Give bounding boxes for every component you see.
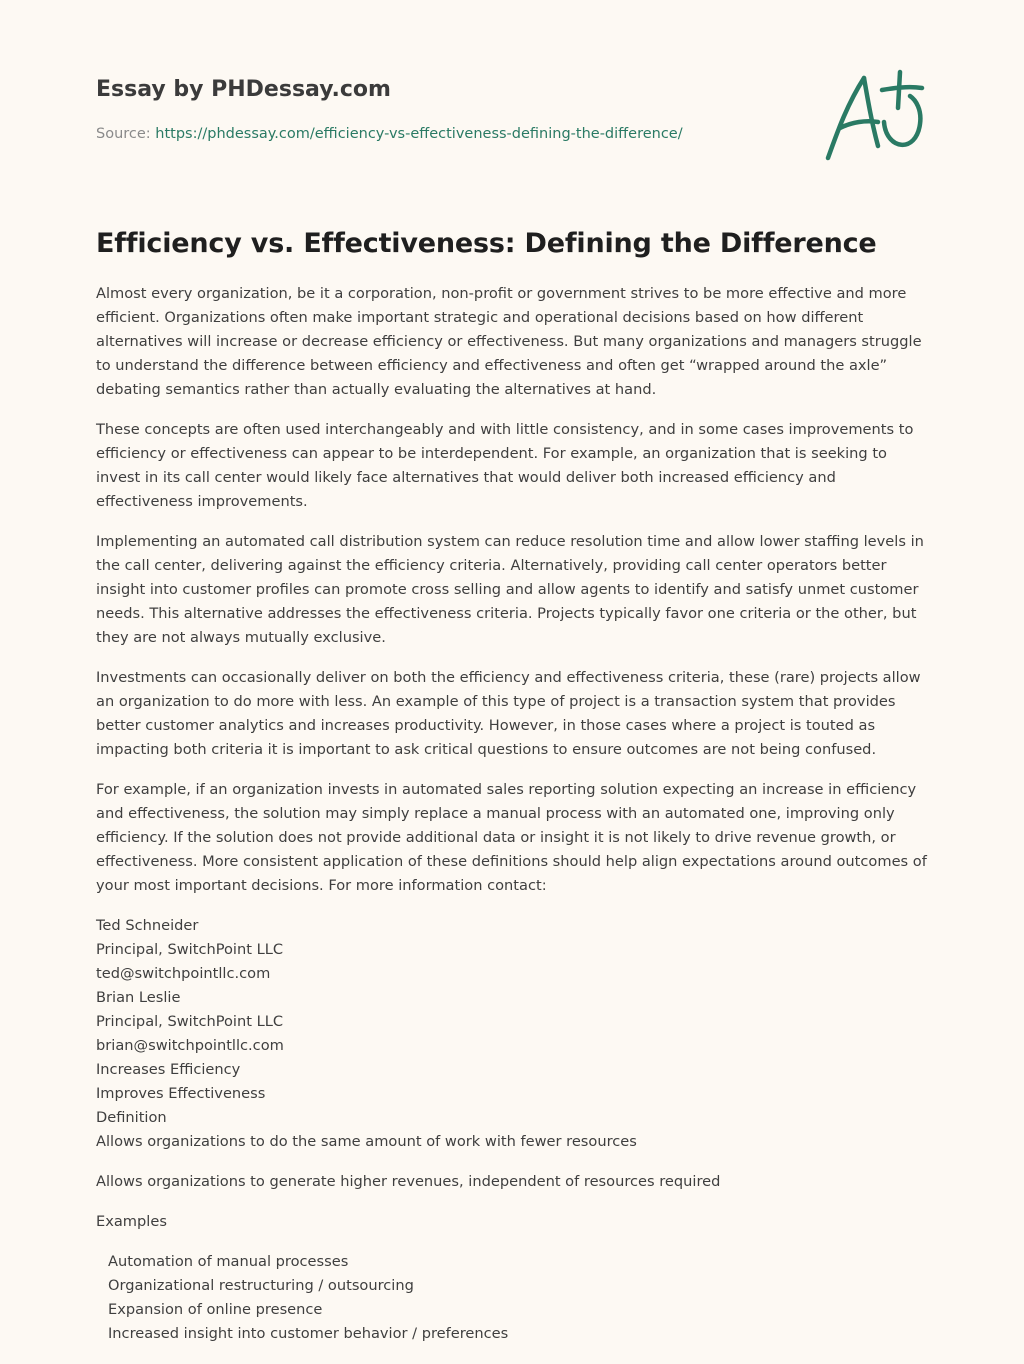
contact-block (96, 914, 932, 1154)
paragraph: Allows organizations to generate higher revenues, independent of resources required (96, 1173, 721, 1190)
paragraph: Almost every organization, be it a corporation, non-profit or government strives to be more effective and more efficient. Organizations often make important strategic and operational decisions based on how different alternatives will increase or decrease efficiency or effectiveness. But many organizations and managers struggle to understand the difference between efficiency and effectiveness and often get “wrapped around the axle” debating semantics rather than actually evaluating the alternatives at hand. (96, 285, 922, 398)
examples-list (96, 1250, 932, 1346)
contact-email: brian@switchpointllc.com (96, 1037, 284, 1054)
contact-line: Brian Leslie (96, 989, 181, 1006)
brand-title: Essay by PHDessay.com (96, 77, 391, 102)
a-plus-logo-icon (818, 66, 930, 166)
source-line (96, 124, 796, 144)
page-header (96, 76, 796, 144)
paragraph: These concepts are often used interchangeably and with little consistency, and in some cases improvements to efficiency or effectiveness can appear to be interdependent. For example, an organization that is seeking to invest in its call center would likely face alternatives that would deliver both increased efficiency and effectiveness improvements. (96, 421, 914, 510)
contact-line: Principal, SwitchPoint LLC (96, 1013, 284, 1030)
paragraph: For example, if an organization invests in automated sales reporting solution expecting an increase in efficiency and effectiveness, the solution may simply replace a manual process with an automated one, improving only efficiency. If the solution does not provide additional data or insight it is not likely to drive revenue growth, or effectiveness. More consistent application of these definitions should help align expectations around outcomes of your most important decisions. For more information contact: (96, 781, 927, 894)
contact-line: Principal, SwitchPoint LLC (96, 941, 284, 958)
article-title: Efficiency vs. Effectiveness: Defining the Difference (96, 228, 877, 259)
list-item: Organizational restructuring / outsourcing (108, 1277, 414, 1294)
article (96, 226, 932, 1346)
contact-email: ted@switchpointllc.com (96, 965, 271, 982)
contact-line: Definition (96, 1109, 167, 1126)
source-link[interactable]: https://phdessay.com/efficiency-vs-effectiveness-defining-the-difference/ (155, 126, 683, 142)
source-label: Source: (96, 126, 151, 142)
list-item: Increased insight into customer behavior / preferences (108, 1325, 509, 1342)
list-item: Expansion of online presence (108, 1301, 323, 1318)
contact-line: Increases Efficiency (96, 1061, 241, 1078)
contact-line: Ted Schneider (96, 917, 199, 934)
paragraph: Implementing an automated call distribution system can reduce resolution time and allow lower staffing levels in the call center, delivering against the efficiency criteria. Alternatively, providing call center operators better insight into customer profiles can promote cross selling and allow agents to identify and satisfy unmet customer needs. This alternative addresses the effectiveness criteria. Projects typically favor one criteria or the other, but they are not always mutually exclusive. (96, 533, 924, 646)
contact-line: Improves Effectiveness (96, 1085, 266, 1102)
examples-heading: Examples (96, 1213, 167, 1230)
list-item: Automation of manual processes (108, 1253, 349, 1270)
paragraph: Investments can occasionally deliver on both the efficiency and effectiveness criteria, these (rare) projects allow an organization to do more with less. An example of this type of project is a transaction system that provides better customer analytics and increases productivity. However, in those cases where a project is touted as impacting both criteria it is important to ask critical questions to ensure outcomes are not being confused. (96, 669, 921, 758)
contact-line: Allows organizations to do the same amount of work with fewer resources (96, 1133, 637, 1150)
